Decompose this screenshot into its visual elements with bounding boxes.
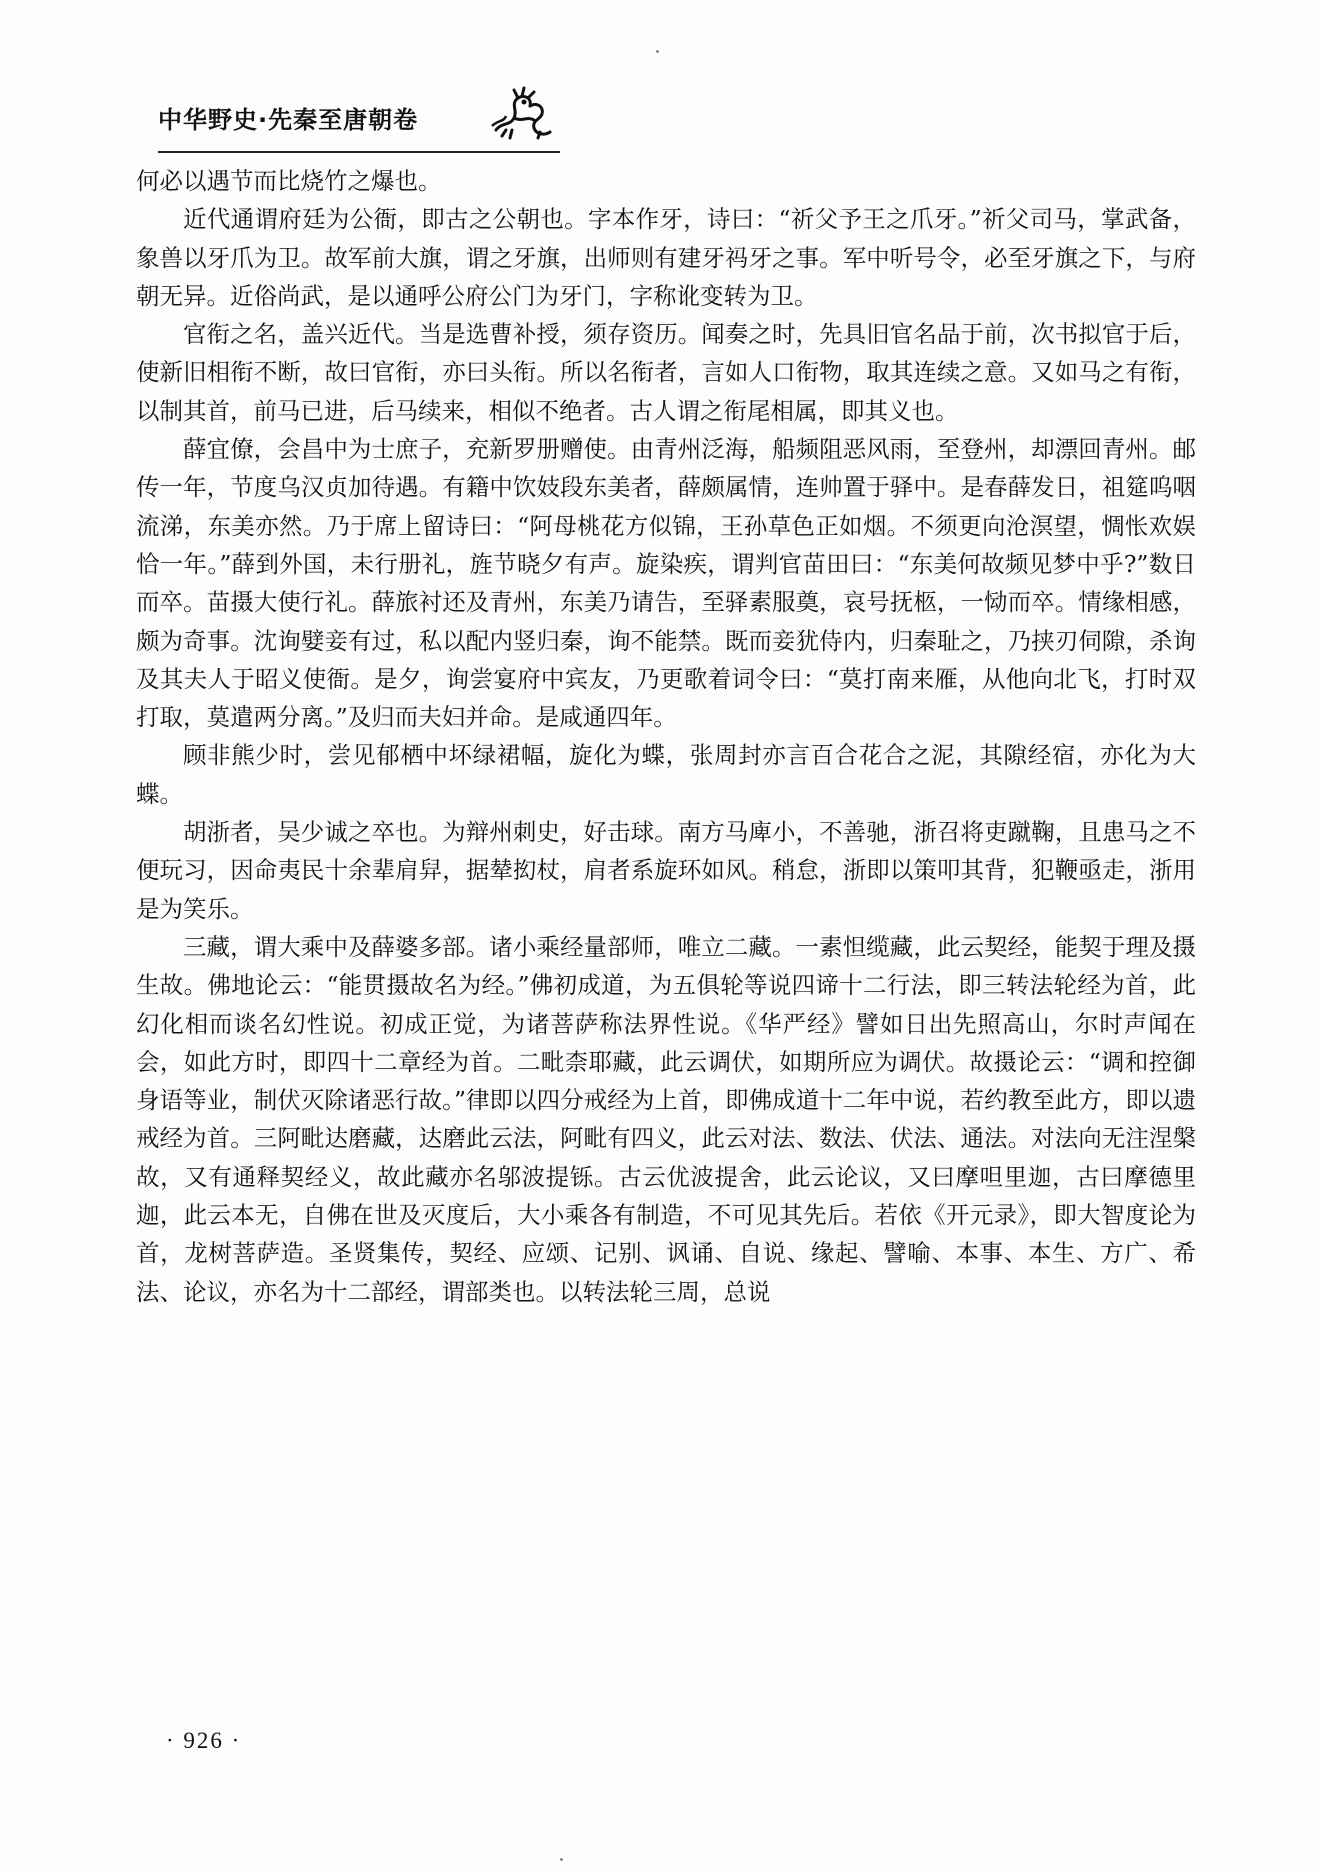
dragon-emblem-icon <box>488 86 558 144</box>
paragraph: 何必以遇节而比烧竹之爆也。 <box>136 167 442 195</box>
paragraph: 三藏，谓大乘中及薛婆多部。诸小乘经量部师，唯立二藏。一素怛缆藏，此云契经，能契于理及摄生故。佛地论云：“能贯摄故名为经。”佛初成道，为五俱轮等说四谛十二行法，即三转法轮经为首，此幻化相而谈名幻性说。初成正觉，为诸菩萨称法界性说。《华严经》譬如日出先照高山，尔时声闻在会，如此方时，即四十二章经为首。二毗柰耶藏，此云调伏，如期所应为调伏。故摄论云：“调和控御身语等业，制伏灭除诸恶行故。”律即以四分戒经为上首，即佛成道十二年中说，若约教至此方，即以遗戒经为首。三阿毗达磨藏，达磨此云法，阿毗有四义，此云对法、数法、伏法、通法。对法向无注涅槃故，又有通释契经义，故此藏亦名邬波提铄。古云优波提舍，此云论议，又曰摩呾里迦，古曰摩德里迦，此云本无，自佛在世及灭度后，大小乘各有制造，不可见其先后。若依《开元录》，即大智度论为首，龙树菩萨造。圣贤集传，契经、应颂、记别、讽诵、自说、缘起、譬喻、本事、本生、方广、希法、论议，亦名为十二部经，谓部类也。以转法轮三周，总说 <box>136 932 1196 1306</box>
paragraph: 近代通谓府廷为公衙，即古之公朝也。字本作牙，诗曰：“祈父予王之爪牙。”祈父司马，掌武备，象兽以牙爪为卫。故军前大旗，谓之牙旗，出师则有建牙祃牙之事。军中听号令，必至牙旗之下，与府朝无异。近俗尚武，是以通呼公府公门为牙门，字称讹变转为卫。 <box>136 205 1196 310</box>
paragraph: 官衔之名，盖兴近代。当是选曹补授，须存资历。闻奏之时，先具旧官名品于前，次书拟官于后，使新旧相衔不断，故曰官衔，亦曰头衔。所以名衔者，言如人口衔物，取其连续之意。又如马之有衔，以制其首，前马已进，后马续来，相似不绝者。古人谓之衔尾相属，即其义也。 <box>136 320 1196 425</box>
scan-speck <box>560 1858 563 1861</box>
paragraph: 顾非熊少时，尝见郁栖中坏绿裙幅，旋化为蝶，张周封亦言百合花合之泥，其隙经宿，亦化为大蝶。 <box>136 741 1196 808</box>
running-header <box>158 92 558 152</box>
paragraph: 薛宜僚，会昌中为士庶子，充新罗册赠使。由青州泛海，船频阻恶风雨，至登州，却漂回青州。邮传一年，节度乌汉贞加待遇。有籍中饮妓段东美者，薛颇属情，连帅置于驿中。是春薛发日，祖筵呜咽流涕，东美亦然。乃于席上留诗曰：“阿母桃花方似锦，王孙草色正如烟。不须更向沧溟望，惆怅欢娱恰一年。”薛到外国，未行册礼，旌节晓夕有声。旋染疾，谓判官苗田曰：“东美何故频见梦中乎?”数日而卒。苗摄大使行礼。薛旅衬还及青州，东美乃请告，至驿素服奠，哀号抚柩，一恸而卒。情缘相感，颇为奇事。沈询嬖妾有过，私以配内竖归秦，询不能禁。既而妾犹侍内，归秦耻之，乃挟刃伺隙，杀询及其夫人于昭义使衙。是夕，询尝宴府中宾友，乃更歌着词令曰：“莫打南来雁，从他向北飞，打时双打取，莫遣两分离。”及归而夫妇并命。是咸通四年。 <box>136 435 1196 732</box>
page-number: · 926 · <box>166 1728 242 1753</box>
running-header-title: 中华野史·先秦至唐朝卷 <box>158 106 419 134</box>
header-rule <box>158 151 560 153</box>
paragraph: 胡浙者，吴少诚之卒也。为辩州刺史，好击球。南方马庳小，不善驰，浙召将吏蹴鞠，且患马之不便玩习，因命夷民十余辈肩舁，据辇抝杖，肩者系旋环如风。稍怠，浙即以策叩其背，犯鞭亟走，浙用是为笑乐。 <box>136 818 1196 923</box>
scan-speck <box>656 50 659 53</box>
page-body <box>136 162 1196 1311</box>
